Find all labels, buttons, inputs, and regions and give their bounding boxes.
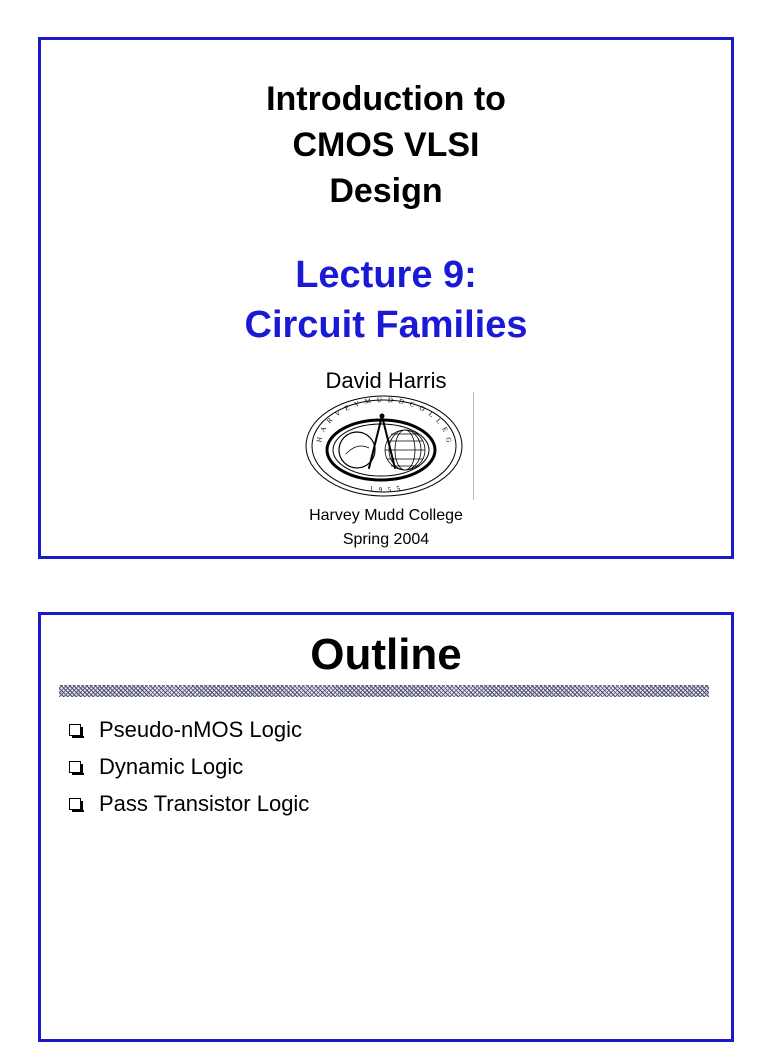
course-title-line: Design: [329, 172, 443, 210]
list-item: [69, 748, 309, 785]
outline-list: [69, 711, 309, 822]
school-info: [41, 504, 731, 552]
svg-text:H A R V E Y M U D D C O L: H A R V E Y M U D D C O L L E G: [315, 395, 454, 446]
title-underline-bar: [59, 685, 709, 697]
list-item: [69, 785, 309, 822]
course-title: [41, 76, 731, 214]
checkbox-bullet-icon: [69, 798, 81, 810]
author-name: David Harris: [325, 368, 447, 393]
term: Spring 2004: [342, 531, 430, 548]
svg-text:1 9 5 5: 1 9 5 5: [369, 483, 403, 495]
checkbox-bullet-icon: [69, 761, 81, 773]
list-item-label: Pseudo-nMOS Logic: [99, 716, 302, 742]
course-title-line: CMOS VLSI: [292, 126, 480, 164]
course-title-line: Introduction to: [266, 80, 506, 118]
checkbox-bullet-icon: [69, 724, 81, 736]
outline-slide: [38, 612, 734, 1042]
school-name: Harvey Mudd College: [309, 507, 463, 524]
list-item: [69, 711, 309, 748]
lecture-title-line: Lecture 9:: [295, 254, 477, 296]
list-item-label: Pass Transistor Logic: [99, 790, 310, 816]
lecture-title-line: Circuit Families: [244, 304, 528, 346]
lecture-title: [41, 250, 731, 350]
title-slide: [38, 37, 734, 559]
logo-divider: [473, 392, 474, 500]
harvey-mudd-college-seal-icon: [299, 392, 469, 505]
list-item-label: Dynamic Logic: [99, 753, 244, 779]
outline-title: Outline: [310, 630, 462, 679]
